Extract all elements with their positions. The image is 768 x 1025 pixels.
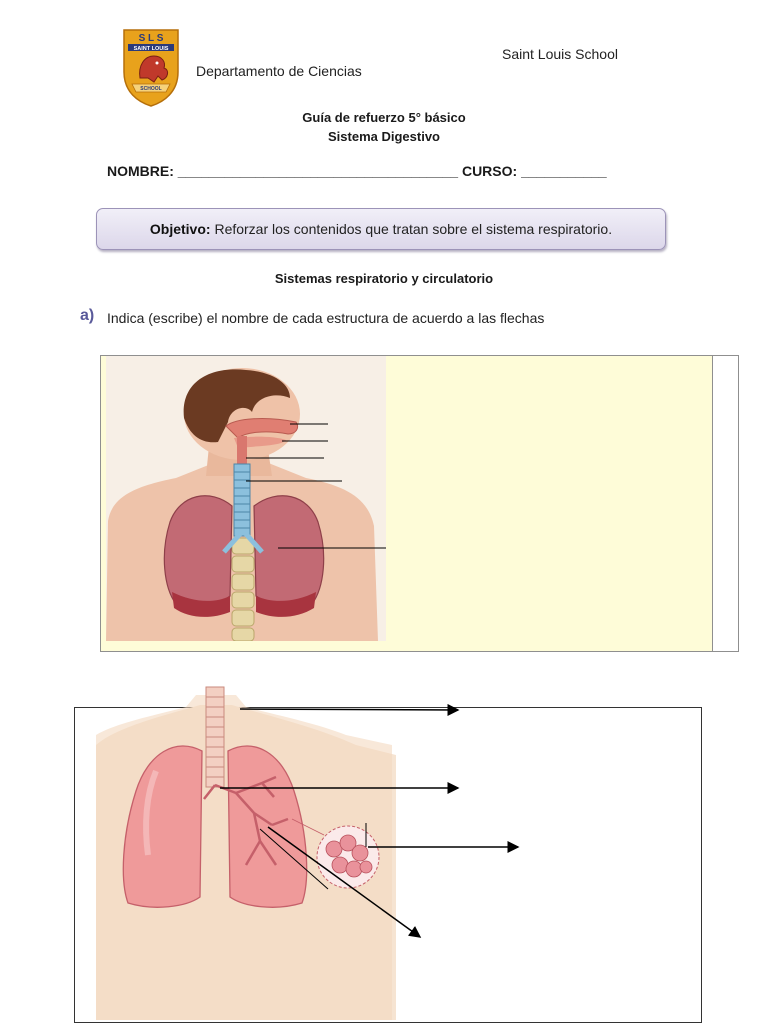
objective-label: Objetivo:	[149, 221, 211, 237]
logo-school-text: SAINT LOUIS	[133, 46, 169, 52]
school-name: Saint Louis School	[502, 46, 618, 62]
page-title: Guía de refuerzo 5° básico	[302, 110, 466, 125]
name-course-field[interactable]: NOMBRE: ____________________________________ CURSO: ___________	[107, 163, 607, 179]
question-text: Indica (escribe) el nombre de cada estructura de acuerdo a las flechas	[107, 310, 545, 326]
logo-initials: S L S	[138, 33, 164, 44]
logo-bottom-text: SCHOOL	[140, 86, 162, 92]
department-label: Departamento de Ciencias	[196, 63, 362, 79]
frame-divider	[712, 356, 713, 651]
section-title: Sistemas respiratorio y circulatorio	[274, 271, 494, 286]
school-logo	[120, 26, 182, 108]
question-letter: a)	[80, 307, 95, 324]
objective-text: Reforzar los contenidos que tratan sobre el sistema respiratorio.	[210, 221, 613, 237]
lungs-alveoli-illustration	[96, 675, 526, 1020]
objective-box	[96, 208, 666, 250]
respiratory-system-illustration	[106, 356, 386, 641]
page-subtitle: Sistema Digestivo	[328, 129, 440, 144]
